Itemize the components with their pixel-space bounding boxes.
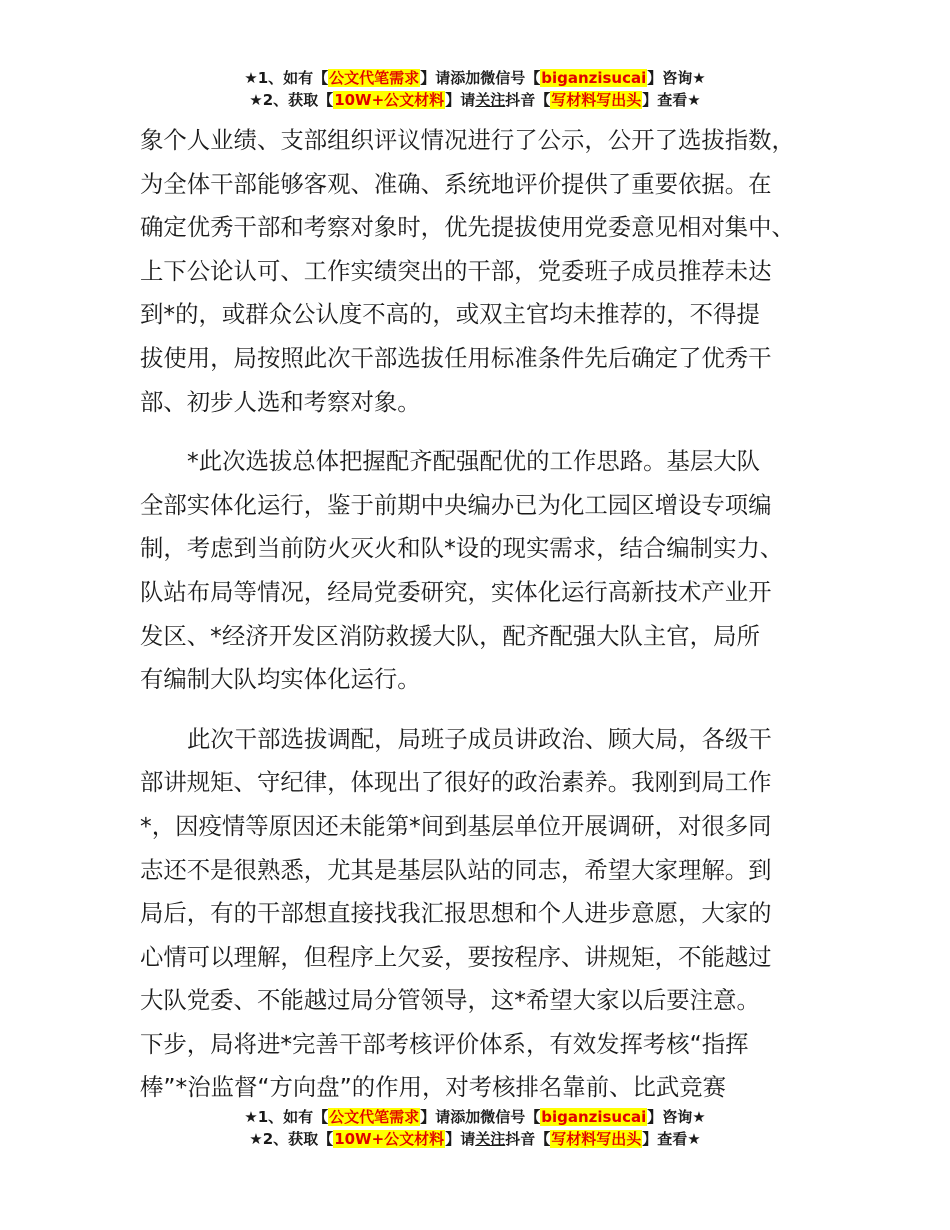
text-line: 此次干部选拔调配，局班子成员讲政治、顾大局，各级干	[187, 724, 772, 753]
banner-highlight: 公文代笔需求	[329, 69, 420, 87]
banner-text: ★1、如有【	[244, 69, 329, 87]
banner-text: 】咨询★	[647, 69, 706, 87]
banner-text: 】请	[445, 1130, 476, 1148]
banner-highlight: 写材料写出头	[551, 91, 642, 109]
text-line: 志还不是很熟悉，尤其是基层队站的同志，希望大家理解。到	[140, 855, 772, 884]
banner-text: ★2、获取【	[249, 1130, 334, 1148]
text-line: *此次选拔总体把握配齐配强配优的工作思路。基层大队	[187, 447, 761, 476]
text-line: 大队党委、不能越过局分管领导，这*希望大家以后要注意。	[140, 986, 760, 1015]
text-line: 拔使用，局按照此次干部选拔任用标准条件先后确定了优秀干	[140, 343, 772, 372]
banner-text: 】请添加微信号【	[420, 1108, 541, 1126]
text-line: 象个人业绩、支部组织评议情况进行了公示，公开了选拔指数，	[140, 126, 795, 154]
text-line: 心情可以理解，但程序上欠妥，要按程序、讲规矩，不能越过	[140, 942, 772, 971]
paragraph	[140, 718, 830, 1110]
text-line: 全部实体化运行，鉴于前期中央编办已为化工园区增设专项编	[140, 490, 772, 519]
banner-highlight: 10W+公文材料	[334, 1130, 445, 1148]
banner-text: 】查看★	[642, 1130, 701, 1148]
banner-highlight: biganzisucai	[541, 1108, 647, 1126]
text-line: 有编制大队均实体化运行。	[140, 665, 421, 694]
text-line: 部、初步人选和考察对象。	[140, 387, 421, 416]
text-line: 确定优秀干部和考察对象时，优先提拔使用党委意见相对集中、	[140, 213, 795, 242]
banner-line-1	[0, 67, 950, 89]
banner-highlight: 公文代笔需求	[329, 1108, 420, 1126]
text-line: 棒”*治监督“方向盘”的作用，对考核排名靠前、比武竞赛	[140, 1073, 727, 1102]
paragraph	[140, 119, 830, 424]
text-line: 制，考虑到当前防火灭火和队*设的现实需求，结合编制实力、	[140, 534, 784, 563]
header-banner	[0, 67, 950, 111]
banner-line-1	[0, 1106, 950, 1128]
banner-highlight: biganzisucai	[541, 69, 647, 87]
banner-text: 抖音【	[505, 91, 551, 109]
banner-text: ★2、获取【	[249, 91, 334, 109]
document-body	[140, 119, 830, 1110]
banner-highlight: 10W+公文材料	[334, 91, 445, 109]
text-line: 队站布局等情况，经局党委研究，实体化运行高新技术产业开	[140, 577, 772, 606]
banner-line-2	[0, 89, 950, 111]
text-line: 发区、*经济开发区消防救援大队，配齐配强大队主官，局所	[140, 621, 760, 650]
banner-line-2	[0, 1128, 950, 1150]
banner-text: 】请	[445, 91, 476, 109]
paragraph	[140, 440, 830, 702]
banner-underlined-text: 关注	[475, 1130, 506, 1148]
banner-text: 】查看★	[642, 91, 701, 109]
text-line: 下步，局将进*完善干部考核评价体系，有效发挥考核“指挥	[140, 1029, 749, 1058]
banner-text: 】咨询★	[647, 1108, 706, 1126]
footer-banner	[0, 1106, 950, 1150]
text-line: *，因疫情等原因还未能第*间到基层单位开展调研，对很多同	[140, 811, 772, 840]
banner-text: ★1、如有【	[244, 1108, 329, 1126]
banner-text: 】请添加微信号【	[420, 69, 541, 87]
banner-underlined-text: 关注	[475, 91, 506, 109]
text-line: 部讲规矩、守纪律，体现出了很好的政治素养。我刚到局工作	[140, 768, 772, 797]
text-line: 上下公论认可、工作实绩突出的干部，党委班子成员推荐未达	[140, 256, 772, 285]
banner-text: 抖音【	[505, 1130, 551, 1148]
text-line: 局后，有的干部想直接找我汇报思想和个人进步意愿，大家的	[140, 899, 772, 928]
text-line: 到*的，或群众公认度不高的，或双主官均未推荐的，不得提	[140, 300, 760, 329]
banner-highlight: 写材料写出头	[551, 1130, 642, 1148]
text-line: 为全体干部能够客观、准确、系统地评价提供了重要依据。在	[140, 169, 772, 198]
